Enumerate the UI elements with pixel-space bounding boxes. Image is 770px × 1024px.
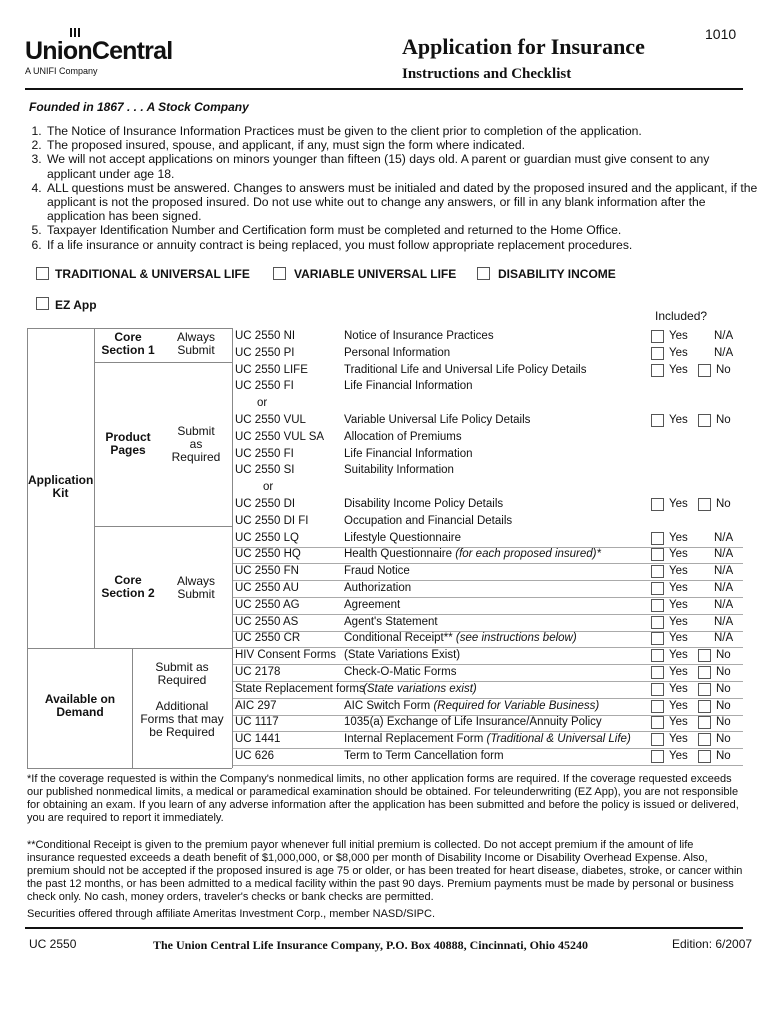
no-label: No — [716, 682, 731, 695]
table-row — [233, 546, 743, 564]
table-row — [233, 362, 743, 379]
instruction-item: 5. Taxpayer Identification Number and Certification form must be completed and returned to the Home Office. — [45, 223, 760, 237]
disability-income-checkbox[interactable] — [477, 267, 490, 280]
form-code-note: (State variations exist) — [363, 682, 477, 695]
na-label: N/A — [714, 531, 734, 544]
founded-line: Founded in 1867 . . . A Stock Company — [29, 100, 249, 114]
grid-line — [132, 648, 133, 768]
always-submit-label: Always Submit — [176, 574, 215, 601]
form-code: UC 2550 SI — [235, 464, 295, 477]
included-yes-checkbox[interactable] — [651, 414, 664, 427]
form-description — [344, 515, 512, 527]
form-description-text: Agreement — [344, 598, 401, 611]
instruction-item: 6. If a life insurance or annuity contract is being replaced, you must follow appropriate replacement procedures. — [45, 238, 760, 252]
form-code: UC 2550 LQ — [235, 531, 299, 544]
yes-label: Yes — [669, 649, 688, 662]
yes-label: Yes — [669, 598, 688, 611]
table-row — [233, 681, 743, 699]
form-code: UC 2550 DI FI — [235, 514, 309, 527]
table-row — [233, 446, 743, 463]
included-yes-checkbox[interactable] — [651, 498, 664, 511]
grid-line — [27, 648, 28, 768]
footer-form-id: UC 2550 — [29, 937, 77, 951]
form-code: UC 2550 NI — [235, 330, 296, 342]
form-description-text: (State Variations Exist) — [344, 649, 461, 662]
form-description-text: Suitability Information — [344, 464, 454, 477]
form-description-text: Occupation and Financial Details — [344, 514, 513, 527]
form-description — [344, 750, 504, 762]
yes-label: Yes — [669, 582, 688, 594]
table-row — [233, 462, 743, 479]
table-row — [233, 378, 743, 395]
included-no-checkbox[interactable] — [698, 414, 711, 427]
securities-note: Securities offered through affiliate Ameritas Investment Corp., member NASD/SIPC. — [27, 908, 435, 920]
form-description-text: Internal Replacement Form — [344, 733, 487, 746]
yes-label: Yes — [669, 548, 688, 561]
included-yes-checkbox[interactable] — [651, 347, 664, 360]
instruction-item: 3. We will not accept applications on minors younger than fifteen (15) days old. A parent or guardian must give consent to any applicant under age 18. — [45, 152, 760, 180]
table-row — [233, 513, 743, 530]
logo-mark-icon — [68, 28, 86, 37]
form-description — [344, 330, 494, 342]
form-code: UC 2550 FN — [235, 565, 299, 578]
table-row — [233, 698, 743, 716]
form-code: UC 626 — [235, 750, 274, 762]
grid-line — [94, 526, 232, 527]
form-description — [344, 666, 456, 678]
page-title: Application for Insurance — [402, 34, 645, 59]
form-description — [344, 448, 472, 460]
form-description-text: Variable Universal Life Policy Details — [344, 414, 531, 426]
no-label: No — [716, 666, 731, 678]
form-description — [344, 700, 599, 712]
form-description — [344, 649, 460, 661]
instructions-list — [28, 124, 760, 252]
included-yes-checkbox[interactable] — [651, 716, 664, 729]
form-code: UC 1441 — [235, 733, 281, 746]
included-no-checkbox[interactable] — [698, 750, 711, 763]
no-label: No — [716, 716, 731, 729]
table-row — [233, 395, 743, 412]
footer-divider — [25, 927, 743, 929]
grid-line — [94, 362, 232, 363]
yes-label: Yes — [669, 615, 688, 628]
instruction-item: 2. The proposed insured, spouse, and applicant, if any, must sign the form where indicated. — [45, 138, 760, 152]
form-description-text: Fraud Notice — [344, 565, 410, 578]
na-label: N/A — [714, 632, 734, 645]
form-code: UC 2550 FI — [235, 380, 294, 393]
form-code: UC 2550 VUL — [235, 414, 306, 426]
table-row — [233, 496, 743, 513]
form-description-note: (Required for Variable Business) — [433, 699, 600, 712]
grid-line — [27, 328, 232, 329]
footnote-conditional-receipt: **Conditional Receipt is given to the premium payor whenever full initial premium is collected. Do not accept premium if the amount of life insurance requested exceeds a death benefit of $1,000,000, or $8,000 per month of Disability Income or Disability Overhead Expense. Also, premium should not be accepted if the proposed insured is age 75 or older, or has been treated for heart disease, diabetes, stroke, or cancer within the past 12 months, or has been admitted to a medical facility within the past 90 days. Premium payments must be made by personal or business check only. No cash, money orders, traveler's checks or bank checks are permitted. — [27, 839, 743, 903]
included-no-checkbox[interactable] — [698, 666, 711, 679]
table-row — [233, 614, 743, 632]
table-row — [233, 345, 743, 362]
form-code: UC 2550 LIFE — [235, 363, 308, 376]
included-yes-checkbox[interactable] — [651, 330, 664, 343]
no-label: No — [716, 414, 731, 426]
form-description-text: Agent's Statement — [344, 615, 438, 628]
table-row — [233, 479, 743, 496]
included-yes-checkbox[interactable] — [651, 364, 664, 377]
included-no-checkbox[interactable] — [698, 733, 711, 746]
yes-label: Yes — [669, 531, 688, 544]
form-description — [344, 582, 411, 594]
form-code: or — [263, 481, 274, 494]
included-yes-checkbox[interactable] — [651, 666, 664, 679]
always-submit-label: Always Submit — [176, 330, 215, 357]
form-description-text: AIC Switch Form — [344, 699, 434, 712]
form-description-text: Traditional Life and Universal Life Policy Details — [344, 363, 587, 376]
table-row — [233, 580, 743, 598]
instruction-item: 1. The Notice of Insurance Information Practices must be given to the client prior to completion of the application. — [45, 124, 760, 138]
included-no-checkbox[interactable] — [698, 716, 711, 729]
included-no-checkbox[interactable] — [698, 649, 711, 662]
header-divider — [25, 88, 743, 90]
page-subtitle: Instructions and Checklist — [402, 66, 572, 82]
form-description-text: Personal Information — [344, 346, 451, 359]
core-section-2-label: Core Section 2 — [101, 573, 155, 600]
grid-line — [27, 648, 232, 649]
table-row — [233, 597, 743, 615]
form-description — [344, 380, 472, 392]
core-section-1-label: Core Section 1 — [101, 330, 155, 357]
table-row — [233, 731, 743, 749]
ez-app-label: EZ App — [55, 298, 97, 312]
table-row — [233, 647, 743, 665]
form-description-note: (for each proposed insured)* — [455, 548, 601, 561]
traditional-universal-life-checkbox[interactable] — [36, 267, 49, 280]
table-row — [233, 664, 743, 682]
na-label: N/A — [714, 548, 734, 561]
yes-label: Yes — [669, 699, 688, 712]
included-yes-checkbox[interactable] — [651, 599, 664, 612]
yes-label: Yes — [669, 363, 688, 376]
no-label: No — [716, 699, 731, 712]
yes-label: Yes — [669, 498, 688, 510]
included-no-checkbox[interactable] — [698, 683, 711, 696]
submit-as-required-label: Submit as Required — [171, 424, 221, 464]
form-description-text: Term to Term Cancellation form — [344, 750, 504, 762]
table-row — [233, 563, 743, 581]
no-label: No — [716, 733, 731, 746]
included-yes-checkbox[interactable] — [651, 616, 664, 629]
table-row — [233, 714, 743, 732]
form-description-note: (Traditional & Universal Life) — [486, 733, 631, 746]
table-row — [233, 530, 743, 548]
included-header: Included? — [655, 309, 708, 323]
form-description — [344, 532, 461, 544]
form-description — [344, 347, 450, 359]
grid-line — [27, 768, 232, 769]
form-code: UC 2550 HQ — [235, 548, 301, 561]
form-code: State Replacement forms — [235, 682, 365, 695]
form-code: AIC 297 — [235, 699, 277, 712]
yes-label: Yes — [669, 750, 688, 762]
form-description-text: Check-O-Matic Forms — [344, 666, 457, 678]
included-yes-checkbox[interactable] — [651, 700, 664, 713]
form-description — [344, 364, 586, 376]
yes-label: Yes — [669, 682, 688, 695]
form-description — [344, 431, 462, 443]
form-description-text: Authorization — [344, 582, 412, 594]
product-pages-label: Product Pages — [105, 430, 151, 457]
form-description — [344, 548, 601, 560]
form-number: 1010 — [705, 26, 737, 42]
form-description — [344, 733, 631, 745]
form-description-text: 1035(a) Exchange of Life Insurance/Annuity Policy — [344, 716, 602, 729]
form-description — [344, 599, 400, 611]
form-code: UC 2550 PI — [235, 346, 295, 359]
included-yes-checkbox[interactable] — [651, 649, 664, 662]
form-description — [344, 565, 410, 577]
yes-label: Yes — [669, 330, 688, 342]
form-code: UC 2550 FI — [235, 447, 294, 460]
table-row — [233, 412, 743, 429]
na-label: N/A — [714, 582, 734, 594]
included-yes-checkbox[interactable] — [651, 548, 664, 561]
traditional-universal-life-label: TRADITIONAL & UNIVERSAL LIFE — [55, 267, 250, 281]
footnote-coverage: *If the coverage requested is within the Company's nonmedical limits, no other application forms are required. If the coverage requested exceeds our published nonmedical limits, a medical or paramedical examination should be obtained. For teleunderwriting (EZ App), you are not responsible for obtaining an exam. If you learn of any adverse information after the application has been submitted and before the policy is issued or delivered, you are required to report it immediately. — [27, 773, 739, 824]
form-description-text: Health Questionnaire — [344, 548, 456, 561]
no-label: No — [716, 363, 731, 376]
form-description — [344, 498, 503, 510]
included-no-checkbox[interactable] — [698, 700, 711, 713]
form-code: HIV Consent Forms — [235, 649, 336, 662]
table-row — [233, 328, 743, 345]
yes-label: Yes — [669, 632, 688, 645]
included-no-checkbox[interactable] — [698, 498, 711, 511]
na-label: N/A — [714, 330, 734, 342]
form-description — [344, 632, 577, 644]
grid-line — [94, 328, 95, 648]
footer-company: The Union Central Life Insurance Company, P.O. Box 40888, Cincinnati, Ohio 45240 — [153, 938, 588, 952]
table-row — [233, 748, 743, 766]
form-description-text: Lifestyle Questionnaire — [344, 531, 461, 544]
no-label: No — [716, 649, 731, 662]
yes-label: Yes — [669, 716, 688, 729]
yes-label: Yes — [669, 666, 688, 678]
no-label: No — [716, 498, 731, 510]
form-code: UC 2550 CR — [235, 632, 301, 645]
form-code: UC 2550 VUL SA — [235, 430, 325, 443]
na-label: N/A — [714, 598, 734, 611]
form-description-text: Life Financial Information — [344, 380, 473, 393]
form-code: or — [257, 397, 268, 410]
included-yes-checkbox[interactable] — [651, 532, 664, 545]
form-description-text: Conditional Receipt** — [344, 632, 456, 645]
available-on-demand-label: Available on Demand — [44, 692, 116, 719]
table-row — [233, 630, 743, 648]
na-label: N/A — [714, 346, 734, 359]
ez-app-checkbox[interactable] — [36, 297, 49, 310]
form-code: UC 1117 — [235, 716, 279, 729]
form-description-text: Life Financial Information — [344, 447, 473, 460]
form-description — [344, 414, 530, 426]
form-description — [344, 464, 454, 476]
form-code: UC 2550 DI — [235, 498, 296, 510]
form-description — [344, 716, 602, 728]
na-label: N/A — [714, 615, 734, 628]
form-description — [344, 616, 438, 628]
variable-universal-life-label: VARIABLE UNIVERSAL LIFE — [294, 267, 457, 281]
footer-edition: Edition: 6/2007 — [672, 937, 753, 951]
logo-subtext: A UNIFI Company — [25, 66, 98, 76]
form-code: UC 2550 AU — [235, 582, 299, 594]
submit-as-required-label: Submit as Required — [155, 660, 209, 687]
form-description-text: Notice of Insurance Practices — [344, 330, 494, 342]
form-description-text: Disability Income Policy Details — [344, 498, 504, 510]
table-row — [233, 429, 743, 446]
form-code: UC 2550 AS — [235, 615, 299, 628]
included-yes-checkbox[interactable] — [651, 733, 664, 746]
form-description-note: (see instructions below) — [455, 632, 577, 645]
included-yes-checkbox[interactable] — [651, 683, 664, 696]
additional-forms-label: Additional Forms that may be Required — [140, 699, 224, 739]
yes-label: Yes — [669, 565, 688, 578]
included-yes-checkbox[interactable] — [651, 565, 664, 578]
yes-label: Yes — [669, 414, 688, 426]
included-yes-checkbox[interactable] — [651, 582, 664, 595]
no-label: No — [716, 750, 731, 762]
yes-label: Yes — [669, 733, 688, 746]
company-logo: UnionCentral — [25, 37, 173, 65]
disability-income-label: DISABILITY INCOME — [498, 267, 616, 281]
included-no-checkbox[interactable] — [698, 364, 711, 377]
included-yes-checkbox[interactable] — [651, 632, 664, 645]
yes-label: Yes — [669, 346, 688, 359]
na-label: N/A — [714, 565, 734, 578]
form-code: UC 2178 — [235, 666, 281, 678]
application-kit-label: Application Kit — [28, 473, 94, 500]
instruction-item: 4. ALL questions must be answered. Changes to answers must be initialed and dated by the proposed insured and the applicant, if the applicant is not the proposed insured. Do not use white out to change any answers, or fill in any blank information after the application has been signed. — [45, 181, 760, 224]
included-yes-checkbox[interactable] — [651, 750, 664, 763]
form-code: UC 2550 AG — [235, 598, 300, 611]
variable-universal-life-checkbox[interactable] — [273, 267, 286, 280]
form-description-text: Allocation of Premiums — [344, 430, 462, 443]
